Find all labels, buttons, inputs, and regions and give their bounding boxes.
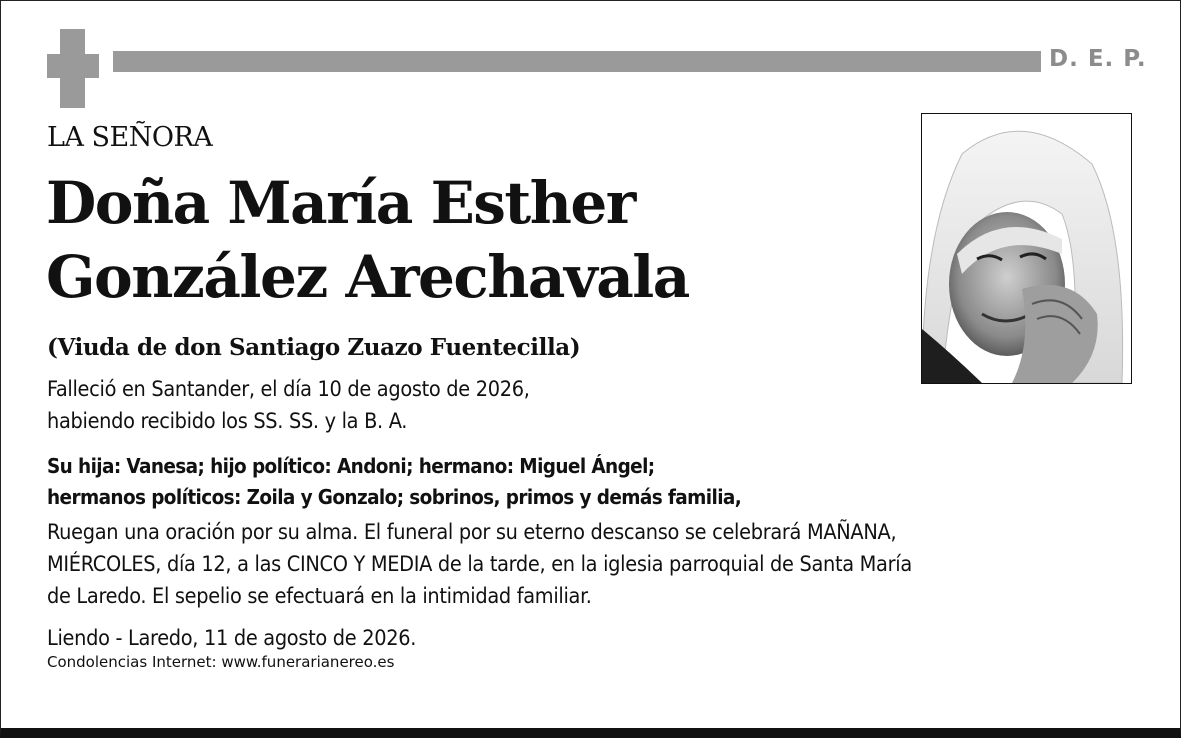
death-notice xyxy=(47,374,530,438)
header-rule xyxy=(113,51,1041,72)
funeral-notice xyxy=(47,517,912,613)
funeral-line: de Laredo. El sepelio se efectuará en la intimidad familiar. xyxy=(47,584,592,609)
name-line-1: Doña María Esther xyxy=(46,169,635,237)
name-line-2: González Arechavala xyxy=(46,243,689,311)
portrait-photo xyxy=(921,113,1132,384)
death-line: Falleció en Santander, el día 10 de agosto de 2026, xyxy=(47,377,530,402)
place-date: Liendo - Laredo, 11 de agosto de 2026. xyxy=(47,626,417,651)
family-line: Su hija: Vanesa; hijo político: Andoni; hermano: Miguel Ángel; xyxy=(47,454,655,478)
deceased-name xyxy=(46,166,689,314)
death-line: habiendo recibido los SS. SS. y la B. A. xyxy=(47,409,408,434)
condolences-web: Condolencias Internet: www.funerarianereo.es xyxy=(47,653,395,671)
family-line: hermanos políticos: Zoila y Gonzalo; sobrinos, primos y demás familia, xyxy=(47,485,742,509)
honorific-title: LA SEÑORA xyxy=(47,122,213,153)
portrait-image xyxy=(922,114,1131,383)
cross-icon xyxy=(47,29,99,108)
funeral-line: MIÉRCOLES, día 12, a las CINCO Y MEDIA de la tarde, en la iglesia parroquial de Santa María xyxy=(47,552,912,577)
funeral-line: Ruegan una oración por su alma. El funeral por su eterno descanso se celebrará MAÑANA, xyxy=(47,520,897,545)
dep-label: D. E. P. xyxy=(1049,46,1147,72)
family-list xyxy=(47,451,741,513)
widow-note: (Viuda de don Santiago Zuazo Fuentecilla) xyxy=(47,334,581,361)
